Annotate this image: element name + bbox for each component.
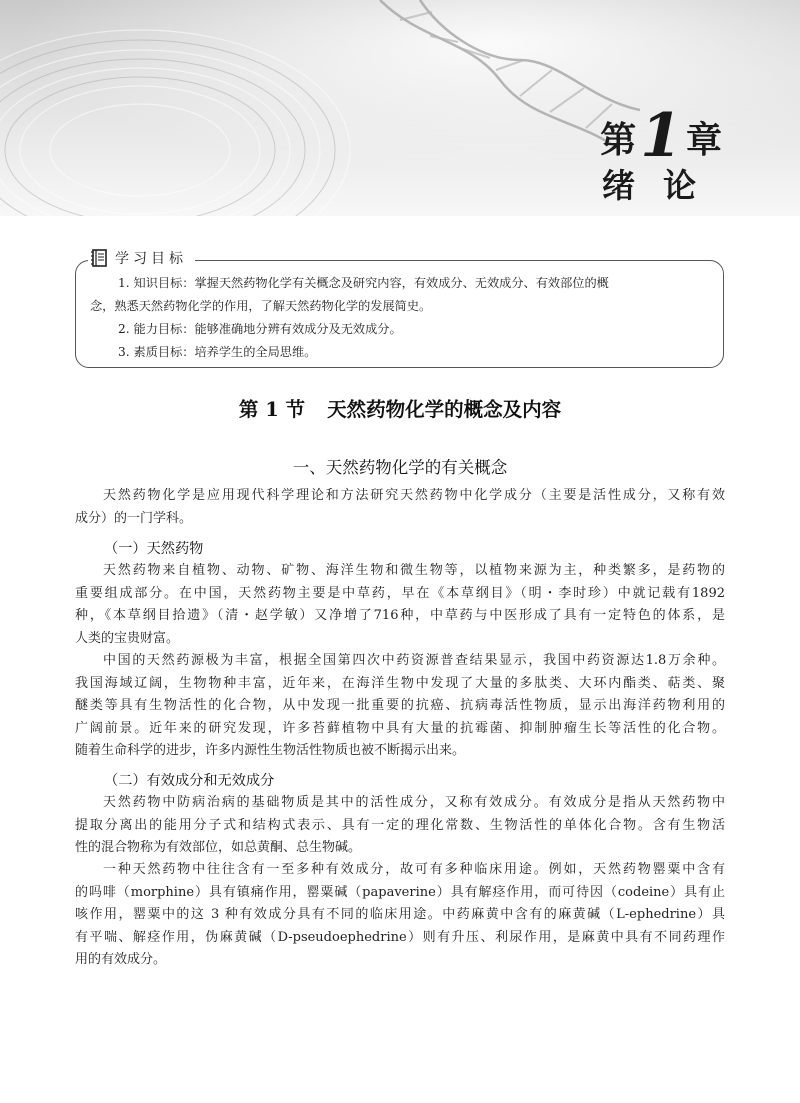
text-line: 醚类等具有生物活性的化合物，从中发现一批重要的抗癌、抗病毒活性物质，显示出海洋药物利用的	[75, 698, 725, 713]
chapter-prefix: 第	[600, 120, 637, 161]
text-line: 人类的宝贵财富。	[75, 630, 180, 646]
paragraph-effective-1	[75, 792, 725, 860]
text-line: 提取分离出的能用分子式和结构式表示、具有一定的理化常数、生物活性的单体化合物。含有生物活	[75, 817, 725, 833]
heading-effective-components: （二）有效成分和无效成分	[104, 773, 275, 789]
section-title	[0, 394, 800, 422]
heading-natural-medicine: （一）天然药物	[104, 541, 204, 557]
objective-knowledge: 1. 知识目标：掌握天然药物化学有关概念及研究内容，有效成分、无效成分、有效部位的概	[118, 276, 609, 290]
paragraph-natural-medicine-1	[75, 560, 725, 650]
objective-knowledge-cont: 念，熟悉天然药物化学的作用，了解天然药物化学的发展简史。	[90, 299, 432, 313]
objective-ability: 2. 能力目标：能够准确地分辨有效成分及无效成分。	[118, 322, 402, 336]
text-line: 天然药物化学是应用现代科学理论和方法研究天然药物中化学成分（主要是活性成分，又称有效	[103, 488, 725, 503]
chapter-number-digit: 1	[640, 101, 682, 171]
chapter-banner	[0, 0, 800, 216]
text-line: 一种天然药物中往往含有一至多种有效成分，故可有多种临床用途。例如，天然药物罂粟中含有	[103, 862, 725, 877]
chapter-title: 绪论	[602, 166, 724, 205]
text-line: 广阔前景。近年来的研究发现，许多苔藓植物中具有大量的抗霉菌、抑制肿瘤生长等活性的化合物。	[75, 720, 725, 736]
text-line: 种，《本草纲目拾遗》（清・赵学敏）又净增了716种，中草药与中医形成了具有一定特色的体系，是	[75, 608, 725, 623]
text-line: 的吗啡（morphine）具有镇痛作用，罂粟碱（papaverine）具有解痉作用，而可待因（codeine）具有止	[75, 884, 725, 900]
paragraph-effective-2	[75, 859, 725, 972]
text-line: 性的混合物称为有效部位，如总黄酮、总生物碱。	[75, 840, 362, 855]
text-line: 咳作用，罂粟中的这 3 种有效成分具有不同的临床用途。中药麻黄中含有的麻黄碱（L-ephedrine）具	[75, 907, 725, 922]
paragraph-natural-medicine-2	[75, 650, 725, 763]
text-line: 有平喘、解痉作用，伪麻黄碱（D-pseudoephedrine）则有升压、利尿作用，是麻黄中具有不同药理作	[75, 929, 725, 945]
book-icon	[90, 248, 110, 268]
text-line: 我国海域辽阔，生物物种丰富，近年来，在海洋生物中发现了大量的多肽类、大环内酯类、萜类、聚	[75, 675, 725, 691]
intro-paragraph	[75, 485, 725, 530]
subsection-title: 一、天然药物化学的有关概念	[292, 458, 508, 477]
text-line: 天然药物中防病治病的基础物质是其中的活性成分，又称有效成分。有效成分是指从天然药物中	[103, 795, 725, 810]
section-name: 天然药物化学的概念及内容	[327, 398, 562, 421]
section-number: 第 1 节	[238, 398, 306, 421]
objectives-heading	[88, 246, 195, 270]
text-line: 中国的天然药源极为丰富，根据全国第四次中药资源普查结果显示，我国中药资源达1.8万余种。	[103, 653, 725, 668]
chapter-number	[600, 101, 722, 171]
text-line: 用的有效成分。	[75, 952, 167, 967]
chapter-suffix: 章	[685, 120, 722, 161]
text-line: 天然药物来自植物、动物、矿物、海洋生物和微生物等，以植物来源为主，种类繁多，是药物的	[103, 563, 725, 578]
objective-quality: 3. 素质目标：培养学生的全局思维。	[118, 345, 317, 359]
text-line: 随着生命科学的进步，许多内源性生物活性物质也被不断揭示出来。	[75, 743, 466, 758]
text-line: 重要组成部分。在中国，天然药物主要是中草药，早在《本草纲目》（明・李时珍）中就记载有1892	[75, 585, 725, 601]
text-line: 成分）的一门学科。	[75, 510, 193, 526]
objectives-heading-text: 学习目标	[115, 251, 187, 267]
